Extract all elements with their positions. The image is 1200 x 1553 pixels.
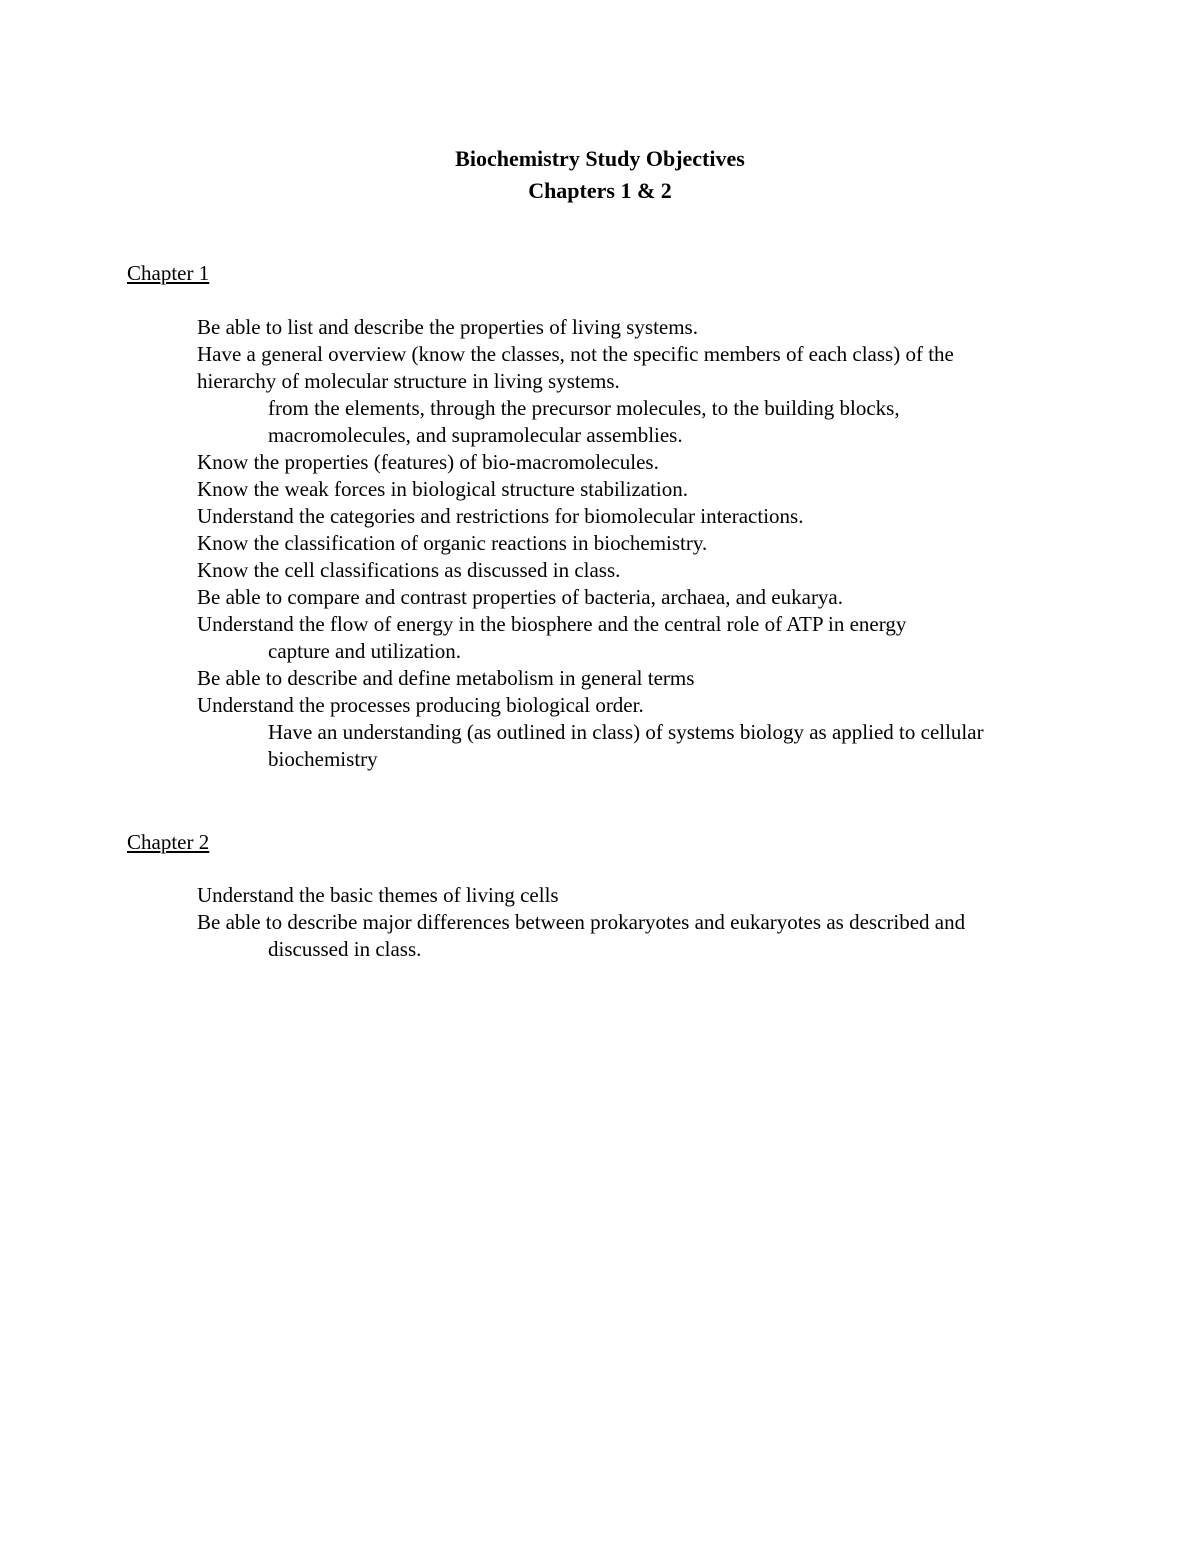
- objective-line: Know the cell classifications as discussed in class.: [197, 558, 621, 582]
- objective-line: hierarchy of molecular structure in living systems.: [197, 369, 620, 393]
- chapter-2-heading: Chapter 2: [127, 830, 210, 854]
- objective-line: Be able to describe and define metabolism in general terms: [197, 666, 695, 690]
- objective-line: macromolecules, and supramolecular assemblies.: [268, 423, 683, 447]
- objective-line: Be able to compare and contrast properties of bacteria, archaea, and eukarya.: [197, 585, 844, 609]
- objective-line: Be able to list and describe the properties of living systems.: [197, 315, 698, 339]
- objective-line: Know the properties (features) of bio-macromolecules.: [197, 450, 659, 474]
- objective-line: Know the classification of organic reactions in biochemistry.: [197, 531, 708, 555]
- chapter-1-heading: Chapter 1: [127, 261, 210, 285]
- objective-line: capture and utilization.: [268, 639, 462, 663]
- objective-line: Know the weak forces in biological structure stabilization.: [197, 477, 689, 501]
- objective-line: Understand the basic themes of living cells: [197, 883, 559, 907]
- objective-line: Understand the flow of energy in the biosphere and the central role of ATP in energy: [197, 612, 907, 636]
- objective-line: Understand the processes producing biological order.: [197, 693, 644, 717]
- objective-line: discussed in class.: [268, 937, 422, 961]
- objective-line: Have a general overview (know the classes, not the specific members of each class) of the: [197, 342, 954, 366]
- document-title: Biochemistry Study Objectives: [455, 146, 745, 171]
- objective-line: Have an understanding (as outlined in class) of systems biology as applied to cellular: [268, 720, 984, 744]
- objective-line: Be able to describe major differences between prokaryotes and eukaryotes as described and: [197, 910, 966, 934]
- objective-line: biochemistry: [268, 747, 378, 771]
- document-subtitle: Chapters 1 & 2: [528, 178, 672, 203]
- objective-line: from the elements, through the precursor molecules, to the building blocks,: [268, 396, 900, 420]
- objective-line: Understand the categories and restrictions for biomolecular interactions.: [197, 504, 804, 528]
